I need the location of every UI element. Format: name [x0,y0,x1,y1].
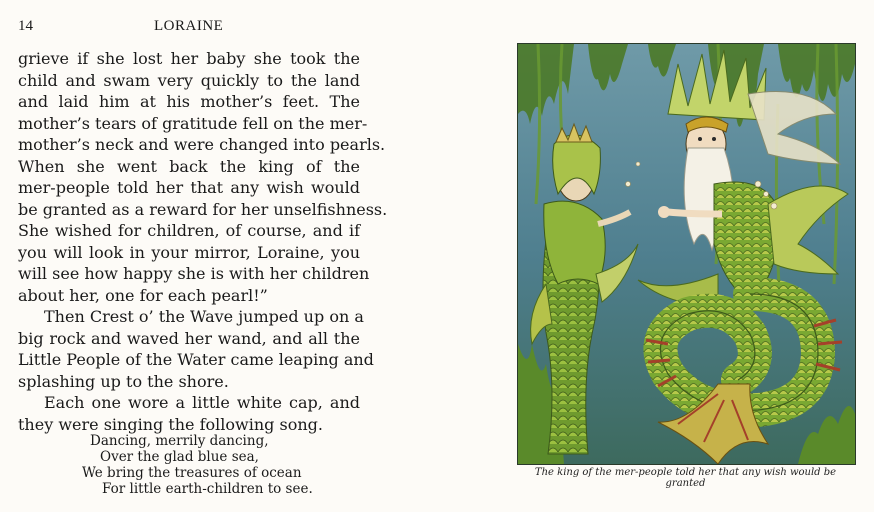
merking-illustration [518,44,855,464]
body-line: about her, one for each pearl!” [18,285,268,305]
body-line: they were singing the following song. [18,414,323,434]
body-text [18,48,388,435]
page-number: 14 [18,18,33,34]
illustration-caption: The king of the mer-people told her that any wish would be granted [534,467,837,489]
running-head: LORAINE [154,18,224,34]
body-line: mother’s neck and were changed into pearls. [18,135,386,154]
body-line: Each one wore a little white cap, and [44,393,360,412]
poem-line: For little earth-children to see. [102,481,313,497]
illustration-plate [517,43,856,465]
body-line: mer-people told her that any wish would [18,178,360,197]
body-line: and laid him at his mother’s feet. The [18,92,360,111]
body-line: Little People of the Water came leaping and [18,350,374,369]
body-line: When she went back the king of the [18,156,360,176]
body-line: Then Crest o’ the Wave jumped up on a [44,307,364,326]
body-line: mother’s tears of gratitude fell on the mer- [18,113,368,133]
poem-line: Over the glad blue sea, [100,449,259,465]
body-line: you will look in your mirror, Loraine, you [18,242,360,262]
right-page [437,0,874,512]
body-line: She wished for children, of course, and if [18,221,360,240]
body-line: child and swam very quickly to the land [18,70,360,90]
body-line: be granted as a reward for her unselfishness. [18,199,388,219]
body-line: big rock and waved her wand, and all the [18,328,360,348]
body-line: grieve if she lost her baby she took the [18,49,360,68]
body-line: splashing up to the shore. [18,371,229,391]
poem-stanza [82,433,313,497]
poem-line: Dancing, merrily dancing, [90,433,269,449]
poem-line: We bring the treasures of ocean [82,465,302,481]
body-line: will see how happy she is with her children [18,264,370,283]
